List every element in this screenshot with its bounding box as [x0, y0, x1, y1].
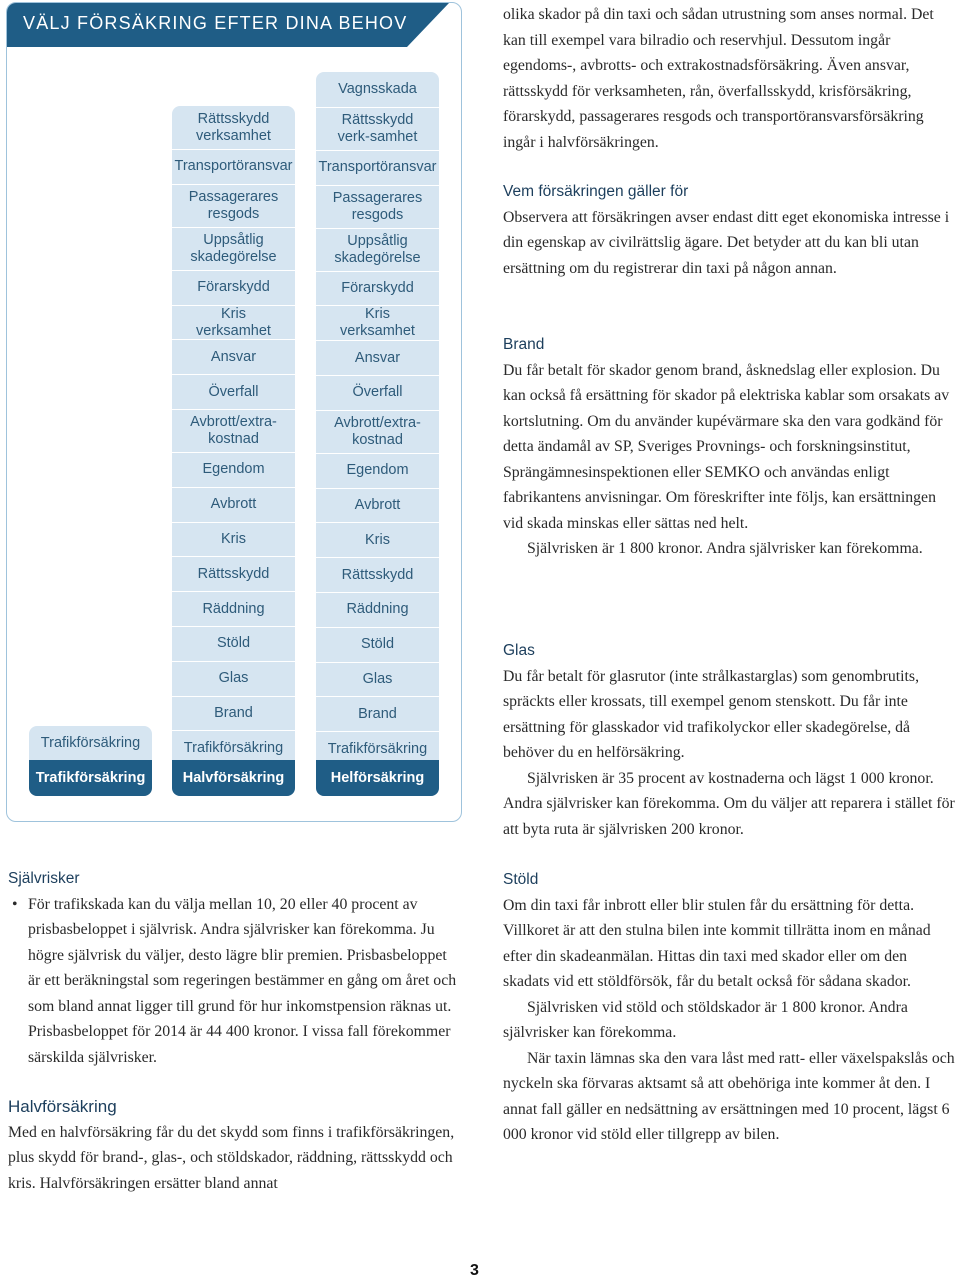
halvforsakring-text: Med en halvförsäkring får du det skydd som finns i trafikförsäkringen, plus skydd för brand-, glas-, och stöldskador, räddning, rättsskydd och kris. Halvförsäkringen ersätter bland annat [8, 1123, 455, 1192]
coverage-item: Avbrott [172, 487, 295, 522]
diagram-header [7, 3, 407, 47]
stold-lock-requirement: När taxin lämnas ska den vara låst med ratt- eller växelspakslås och nyckeln ska förvaras aktsamt så att obehöriga inte kommer åt den. I annat fall gäller en nedsättning av ersättningen med 10 procent, lägst 6 000 kronor vid stöld eller tillgrepp av bilen. [503, 1049, 955, 1143]
coverage-item: Passagerares resgods [316, 185, 439, 228]
coverage-item: Stöld [172, 626, 295, 661]
column-footer: Trafikförsäkring [29, 760, 152, 796]
coverage-item: Glas [316, 662, 439, 697]
stold-self-risk: Självrisken vid stöld och stöldskador är 1 800 kronor. Andra självrisker kan förekomma. [503, 998, 908, 1041]
coverage-item: Brand [172, 696, 295, 731]
coverage-item: Vagnsskada [338, 80, 417, 97]
coverage-item: Räddning [316, 592, 439, 627]
coverage-item: Egendom [316, 453, 439, 488]
coverage-item: Ansvar [172, 339, 295, 374]
halvforsakring-section [8, 1094, 460, 1196]
column-trafikforsakring [29, 726, 152, 796]
brand-self-risk: Självrisken är 1 800 kronor. Andra självrisker kan förekomma. [527, 540, 923, 557]
coverage-item: Kris [316, 522, 439, 557]
coverage-item: Uppsåtlig skadegörelse [172, 227, 295, 270]
vem-section [503, 179, 955, 281]
coverage-item: Överfall [316, 375, 439, 410]
coverage-item: Avbrott/extra-kostnad [316, 410, 439, 453]
coverage-item: Brand [316, 696, 439, 731]
coverage-item: Glas [172, 661, 295, 696]
coverage-item: Rättsskydd [172, 556, 295, 591]
coverage-item: Stöld [316, 627, 439, 662]
glas-heading: Glas [503, 642, 535, 659]
stold-section [503, 867, 955, 1148]
coverage-item: Transportöransvar [316, 150, 439, 185]
diagram-title: VÄLJ FÖRSÄKRING EFTER DINA BEHOV [23, 13, 408, 33]
glas-text: Du får betalt för glasrutor (inte strålkastarglas) som genombrutits, spräckts eller krossats, till exempel genom stenskott. Du får inte ersättning för glasskador vid trafikolyckor eller skadegörelse, då behöver du en helförsäkring. [503, 667, 920, 761]
coverage-item: Överfall [172, 374, 295, 409]
glas-self-risk: Självrisken är 35 procent av kostnaderna och lägst 1 000 kronor. Andra självrisker kan förekomma. Om du väljer att reparera i stället för att byta ruta är självrisken 200 kronor. [503, 769, 955, 838]
coverage-item: Kris verksamhet [316, 305, 439, 340]
coverage-item: Avbrott/extra-kostnad [172, 409, 295, 452]
intro-paragraph: olika skador på din taxi och sådan utrustning som anses normal. Det kan till exempel vara bilradio och reservhjul. Dessutom ingår egendoms-, avbrotts- och extrakostnadsförsäkring. Även ansvar, rättsskydd för verksamheten, rån, överfallsskydd, krisförsäkring, förarskydd, passagerares resgods och transportöransvarsförsäkring ingår i halvförsäkringen. [503, 6, 934, 151]
coverage-item: Kris [172, 522, 295, 557]
coverage-item: Kris verksamhet [172, 305, 295, 340]
coverage-item: Egendom [172, 452, 295, 487]
coverage-item: Transportöransvar [172, 149, 295, 184]
coverage-item: Trafikförsäkring [172, 730, 295, 765]
coverage-item: Passagerares resgods [172, 184, 295, 227]
coverage-item: Trafikförsäkring [40, 734, 141, 751]
coverage-item: Ansvar [316, 340, 439, 375]
brand-heading: Brand [503, 336, 545, 353]
self-risk-section [8, 866, 460, 1070]
coverage-item: Räddning [172, 591, 295, 626]
coverage-item: Förarskydd [172, 270, 295, 305]
sjalvrisker-bullet: • För trafikskada kan du välja mellan 10, 20 eller 40 procent av prisbasbeloppet i självrisk. Andra självrisker kan förekomma. Ju högre självrisk du väljer, desto lägre blir premien. Prisbasbeloppet är ett beräkningstal som regeringen bestämmer en gång om året och som bland annat ligger till grund för hur inkomstpension räknas ut. Prisbasbeloppet för 2014 är 44 400 kronor. I vissa fall förekommer särskilda självrisker. [28, 892, 460, 1071]
brand-text: Du får betalt för skador genom brand, åsknedslag eller explosion. Du kan också få ersättning för skador på elektriska kablar som orsakats av kortslutning. Om du använder kupévärmare ska den vara godkänd för detta ändamål av SP, Sveriges Provnings- och forskningsinstitut, Sprängämnesinspektionen eller SEMKO och användas enligt fabrikantens anvisningar. Om föreskrifter inte följs, kan ersättningen vid skada minskas eller sättas ned helt. [503, 361, 950, 532]
coverage-item: Uppsåtlig skadegörelse [316, 228, 439, 271]
coverage-item: Förarskydd [316, 271, 439, 306]
brand-section [503, 332, 955, 562]
stold-heading: Stöld [503, 871, 539, 888]
column-halvforsakring [172, 106, 295, 796]
page-number: 3 [470, 1262, 479, 1279]
column-footer: Halvförsäkring [172, 760, 295, 796]
column-footer: Helförsäkring [316, 760, 439, 796]
halvforsakring-heading: Halvförsäkring [8, 1097, 117, 1116]
stold-text: Om din taxi får inbrott eller blir stulen får du ersättning för detta. Villkoret är att den stulna bilen inte kommit tillrätta inom en månad efter din skadeanmälan. Hittas din taxi med skador eller om den skadats vid ett stöldförsök, får du betalt också för sådana skador. [503, 896, 931, 990]
column-helforsakring [316, 72, 439, 796]
vem-text: Observera att försäkringen avser endast ditt eget ekonomiska intresse i din egenskap av civilrättslig ägare. Det betyder att du kan bli utan ersättning om du registrerar din taxi på någon annan. [503, 208, 950, 277]
coverage-item: Rättsskydd [316, 557, 439, 592]
coverage-item: Rättsskydd verk-samhet [316, 107, 439, 150]
glas-section [503, 638, 955, 842]
vem-heading: Vem försäkringen gäller för [503, 183, 689, 200]
coverage-item: Trafikförsäkring [316, 731, 439, 766]
intro-continued-text [503, 2, 955, 155]
coverage-item: Rättsskydd verksamhet [196, 110, 271, 144]
sjalvrisker-heading: Självrisker [8, 870, 80, 887]
coverage-item: Avbrott [316, 488, 439, 523]
